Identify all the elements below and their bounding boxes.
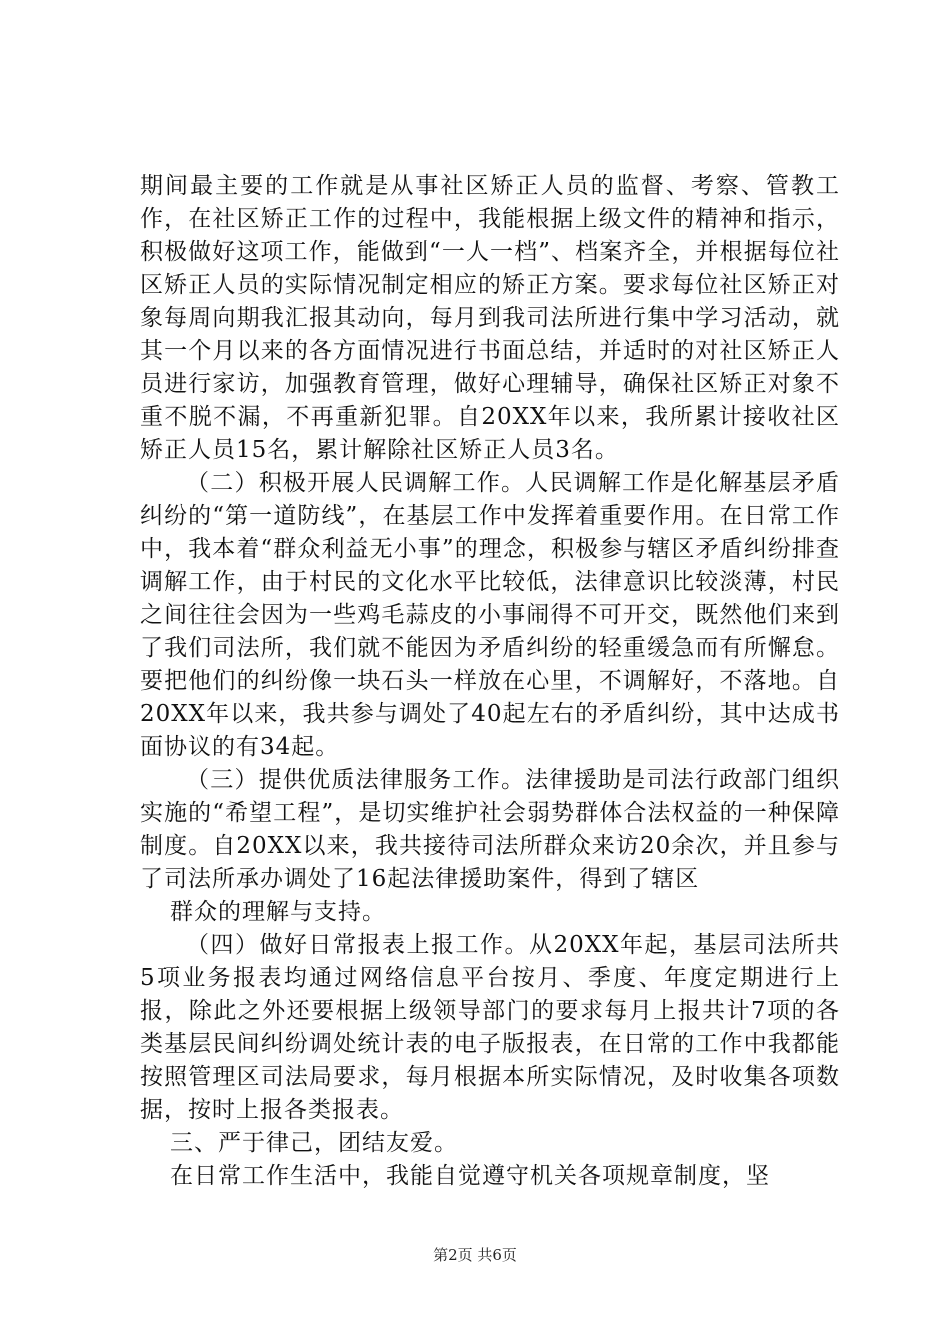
section-heading-self-discipline: 三、严于律己，团结友爱。 [170,1130,458,1156]
paragraph-legal-service: （三）提供优质法律服务工作。法律援助是司法行政部门组织实施的“希望工程”，是切实维护社会弱势群体合法权益的一种保障制度。自20XX以来，我共接待司法所群众来访20余次，并且参与了司法所承办调处了16起法律援助案件，得到了辖区 [140,767,840,892]
paragraph-reports: （四）做好日常报表上报工作。从20XX年起，基层司法所共5项业务报表均通过网络信息平台按月、季度、年度定期进行上报，除此之外还要根据上级领导部门的要求每月上报共计7项的各类基层民间纠纷调处统计表的电子版报表，在日常的工作中我都能按照管理区司法局要求，每月根据本所实际情况，及时收集各项数据，按时上报各类报表。 [140,932,840,1123]
page-number: 第2页 共6页 [433,1246,517,1264]
paragraph-mediation: （二）积极开展人民调解工作。人民调解工作是化解基层矛盾纠纷的“第一道防线”，在基层工作中发挥着重要作用。在日常工作中，我本着“群众利益无小事”的理念，积极参与辖区矛盾纠纷排查调解工作，由于村民的文化水平比较低，法律意识比较淡薄，村民之间往往会因为一些鸡毛蒜皮的小事闹得不可开交，既然他们来到了我们司法所，我们就不能因为矛盾纠纷的轻重缓急而有所懈怠。要把他们的纠纷像一块石头一样放在心里，不调解好，不落地。自20XX年以来，我共参与调处了40起左右的矛盾纠纷，其中达成书面协议的有34起。 [140,470,840,760]
document-body [140,170,840,1193]
paragraph-daily-work: 在日常工作生活中，我能自觉遵守机关各项规章制度，坚 [170,1163,770,1189]
paragraph-legal-service-continued: 群众的理解与支持。 [170,899,386,925]
paragraph-community-correction: 期间最主要的工作就是从事社区矫正人员的监督、考察、管教工作，在社区矫正工作的过程中，我能根据上级文件的精神和指示，积极做好这项工作，能做到“一人一档”、档案齐全，并根据每位社区矫正人员的实际情况制定相应的矫正方案。要求每位社区矫正对象每周向期我汇报其动向，每月到我司法所进行集中学习活动，就其一个月以来的各方面情况进行书面总结，并适时的对社区矫正人员进行家访，加强教育管理，做好心理辅导，确保社区矫正对象不重不脱不漏，不再重新犯罪。自20XX年以来，我所累计接收社区矫正人员15名，累计解除社区矫正人员3名。 [140,173,840,463]
